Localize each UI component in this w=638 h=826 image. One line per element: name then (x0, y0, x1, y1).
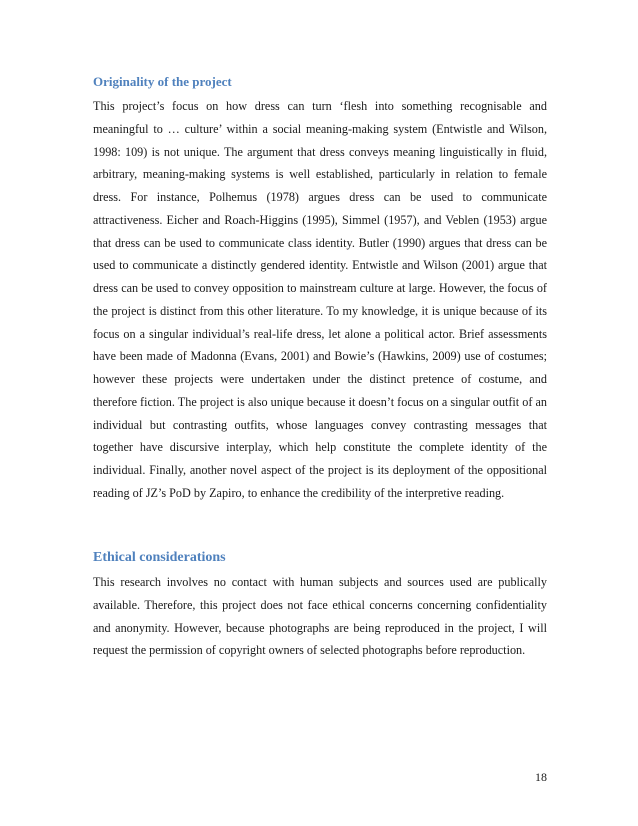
section-heading-originality: Originality of the project (93, 74, 232, 89)
section-body-originality: This project’s focus on how dress can turn ‘flesh into something recognisable and meaningful to … culture’ within a social meaning-making system (Entwistle and Wilson, 1998: 109) is not unique. The argument that dress conveys meaning linguistically in fluid, arbitrary, meaning-making systems is well established, particularly in relation to female dress. For instance, Polhemus (1978) argues dress can be used to communicate attractiveness. Eicher and Roach-Higgins (1995), Simmel (1957), and Veblen (1953) argue that dress can be used to communicate class identity. Butler (1990) argues that dress can be used to communicate a distinctly gendered identity. Entwistle and Wilson (2001) argue that dress can be used to convey opposition to mainstream culture at large. However, the focus of the project is distinct from this other literature. To my knowledge, it is unique because of its focus on a singular individual’s real-life dress, let alone a political actor. Brief assessments have been made of Madonna (Evans, 2001) and Bowie’s (Hawkins, 2009) use of costumes; however these projects were undertaken under the distinct pretence of costume, and therefore fiction. The project is also unique because it doesn’t focus on a singular outfit of an individual but contrasting outfits, whose languages convey contrasting messages that together have discursive interplay, which help constitute the complete identity of the individual. Finally, another novel aspect of the project is its deployment of the oppositional reading of JZ’s PoD by Zapiro, to enhance the credibility of the interpretive reading. (93, 99, 547, 500)
section-body-ethical: This research involves no contact with human subjects and sources used are publically available. Therefore, this project does not face ethical concerns concerning confidentiality and anonymity. However, because photographs are being reproduced in the project, I will request the permission of copyright owners of selected photographs before reproduction. (93, 575, 547, 658)
section-heading-ethical: Ethical considerations (93, 550, 226, 565)
page-number: 18 (535, 770, 547, 784)
